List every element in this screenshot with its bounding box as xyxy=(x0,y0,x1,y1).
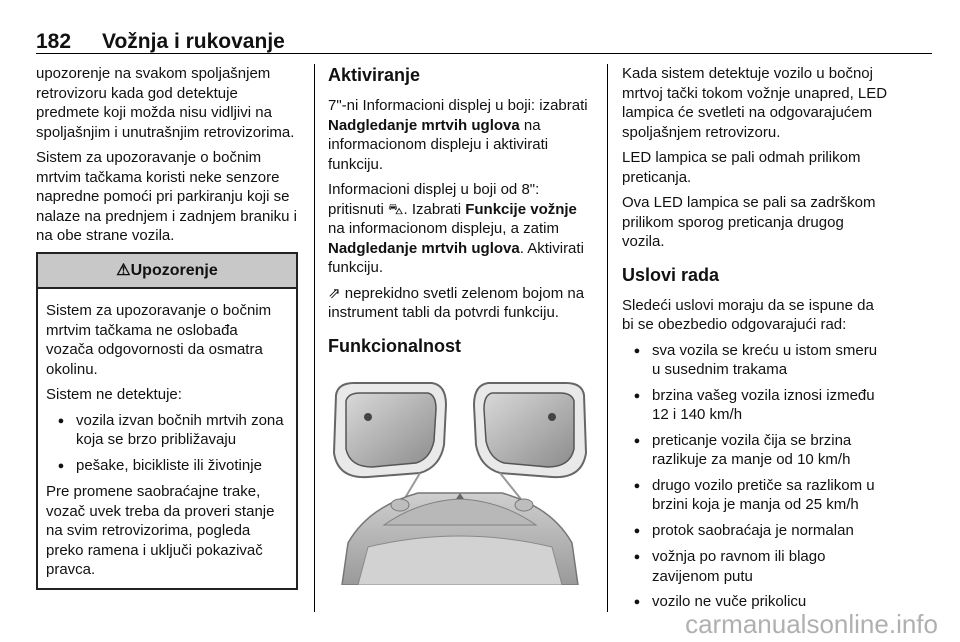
paragraph: Ova LED lampica se pali sa zadrškom prilikom sporog preticanja drugog vozila. xyxy=(622,194,876,250)
right-led-icon xyxy=(548,413,556,421)
list-item: ● pešake, bicikliste ili životinje xyxy=(46,456,288,477)
bullet-icon: ● xyxy=(57,414,65,427)
paragraph: Sistem ne detektuje: xyxy=(46,386,182,403)
list-item: ● vozila izvan bočnih mrtvih zona koja se brzo približavaju xyxy=(46,411,288,450)
page-number: 182 xyxy=(36,30,72,53)
watermark: carmanualsonline.info xyxy=(685,609,938,639)
paragraph: LED lampica se pali odmah prilikom preticanja. xyxy=(622,149,861,186)
column-divider xyxy=(314,64,315,612)
column-middle xyxy=(328,64,592,590)
paragraph: Pre promene saobraćajne trake, vozač uvek treba da proveri stanje na svim retrovizorima, pogleda preko ramena i uključi pokazivač pravca. xyxy=(46,483,275,578)
column-left xyxy=(36,64,298,590)
bullet-icon: ● xyxy=(57,459,65,472)
car-left-mirror xyxy=(391,499,409,511)
right-mirror-glass xyxy=(484,393,574,467)
bullet-icon: ● xyxy=(633,434,641,447)
left-mirror-glass xyxy=(346,393,436,467)
page-title: Vožnja i rukovanje xyxy=(102,30,285,53)
column-divider xyxy=(607,64,608,612)
paragraph: ⇗ neprekidno svetli zelenom bojom na instrument tabli da potvrdi funkciju. xyxy=(328,284,585,321)
list-item: ● protok saobraćaja je normalan xyxy=(622,521,888,542)
section-heading: Aktiviranje xyxy=(328,65,421,85)
car-hood xyxy=(358,536,562,585)
paragraph: Sledeći uslovi moraju da se ispune da bi se obezbedio odgovarajući rad: xyxy=(622,296,874,333)
warning-box xyxy=(36,252,298,590)
paragraph: Kada sistem detektuje vozilo u bočnoj mrtvoj tački tokom vožnje unapred, LED lampica će svetleti na odgovarajućem spoljašnjem retrovizoru. xyxy=(622,65,888,141)
paragraph: Sistem za upozoravanje o bočnim mrtvim tačkama ne oslobađa vozača odgovornosti da osmatra okolinu. xyxy=(46,302,272,378)
car-icon: ⛍ xyxy=(388,200,404,218)
left-led-icon xyxy=(364,413,372,421)
list-item: ● sva vozila se kreću u istom smeru u susednim trakama xyxy=(622,341,888,380)
section-heading: Uslovi rada xyxy=(622,264,720,285)
list-item: ● vožnja po ravnom ili blago zavijenom putu xyxy=(622,547,888,586)
paragraph: upozorenje na svakom spoljašnjem retrovizoru kada god detektuje predmete koji možda nisu vidljivi na spoljašnjim i unutrašnjim retrovizorima. xyxy=(36,65,295,141)
bullet-icon: ● xyxy=(633,389,641,402)
blind-spot-indicator-icon: ⇗ xyxy=(328,284,341,302)
warning-body xyxy=(38,289,296,588)
bullet-icon: ● xyxy=(633,551,641,563)
paragraph: Sistem za upozoravanje o bočnim mrtvim tačkama koristi neke senzore napredne pomoći pri parkiranju koji se nalaze na prednjem i zadnjem braniku i na obe strane vozila. xyxy=(36,149,297,244)
warning-title: Upozorenje xyxy=(130,261,218,279)
list-item: ● drugo vozilo pretiče sa razlikom u brzini koja je manja od 25 km/h xyxy=(622,476,888,515)
page-header xyxy=(36,30,285,54)
bullet-icon: ● xyxy=(633,344,641,357)
bullet-icon: ● xyxy=(633,596,641,608)
header-rule xyxy=(36,53,932,54)
bullet-icon: ● xyxy=(633,524,641,537)
list-item: ● preticanje vozila čija se brzina razlikuje za manje od 10 km/h xyxy=(622,431,888,470)
paragraph: 7"-ni Informacioni displej u boji: izabrati Nadgledanje mrtvih uglova na informacionom displeju i aktivirati funkciju. xyxy=(328,97,588,173)
bullet-icon: ● xyxy=(633,479,641,492)
warning-header xyxy=(38,254,296,290)
column-right xyxy=(622,64,888,619)
list-item: ● vozilo ne vuče prikolicu xyxy=(622,592,888,613)
section-heading: Funkcionalnost xyxy=(328,335,462,356)
list-item: ● brzina vašeg vozila iznosi između 12 i 140 km/h xyxy=(622,386,888,425)
mirror-illustration xyxy=(328,375,592,585)
car-right-mirror xyxy=(515,499,533,511)
paragraph: Informacioni displej u boji od 8": pritisnuti ⛍. Izabrati Funkcije vožnje na informacionom displeju, a zatim Nadgledanje mrtvih uglova. Aktivirati funkciju. xyxy=(328,181,584,276)
warning-icon: ⚠ xyxy=(116,261,131,279)
